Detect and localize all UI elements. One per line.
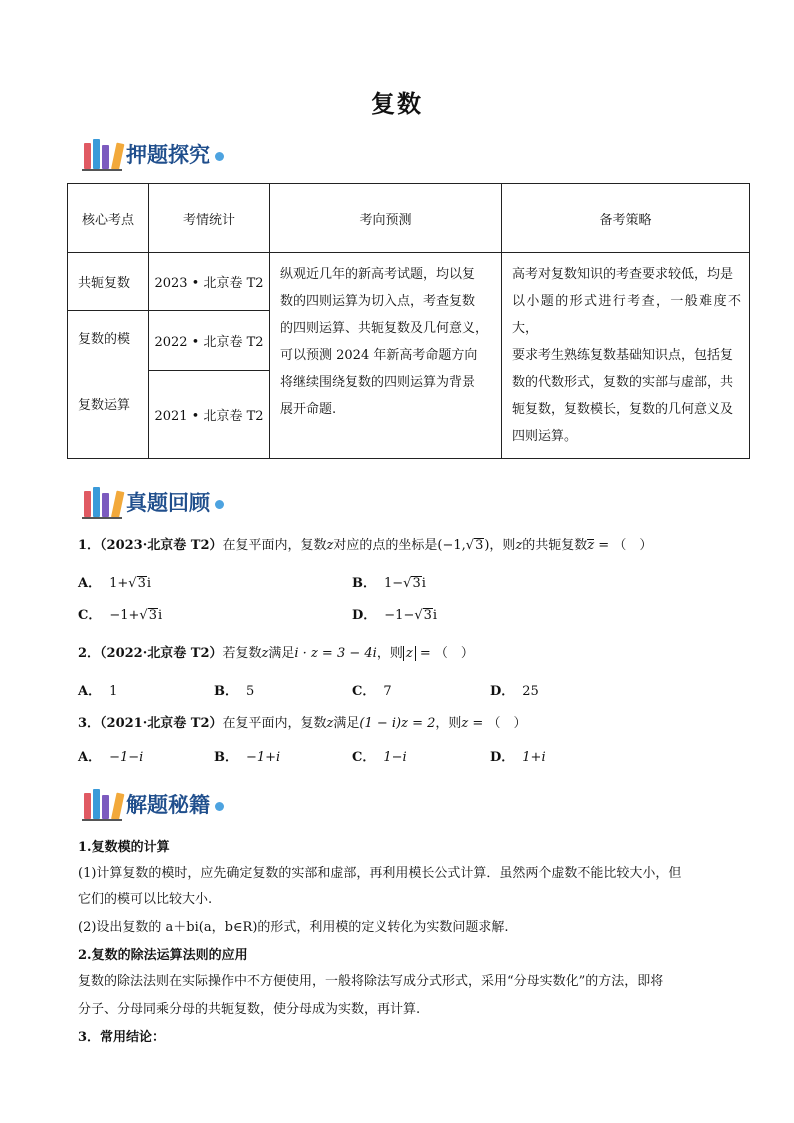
text-line: 高考对复数知识的考查要求较低，均是 <box>512 267 734 282</box>
question-text: ，则 <box>489 538 516 553</box>
tip-heading: 2.复数的除法运算法则的应用 <box>78 948 248 963</box>
question-text: ，则 <box>435 716 462 731</box>
strategy-cell <box>502 253 750 459</box>
question-1: 1．（2023·北京卷 T2）在复平面内，复数z对应的点的坐标是(−1,√3)，则z的共轭复数z = （ ） <box>78 538 653 553</box>
question-text: = （ ） <box>415 646 474 661</box>
table-header-row <box>68 184 750 253</box>
question-source: （2021·北京卷 T2） <box>100 716 223 731</box>
text-line: 以小题的形式进行考查，一般难度不大， <box>512 294 741 336</box>
table-header: 备考策略 <box>502 184 750 253</box>
tip-heading: 1.复数模的计算 <box>78 840 170 855</box>
coord: (−1, <box>437 538 466 553</box>
sqrt-value: 3 <box>423 608 432 623</box>
question-3 <box>78 712 526 731</box>
tip-paragraph: (1)计算复数的模时，应先确定复数的实部和虚部，再利用模长公式计算．虽然两个虚数不能比较大小，但 <box>78 866 682 881</box>
books-icon <box>82 137 124 171</box>
option-d[interactable]: D． −1−√3i <box>352 608 438 623</box>
option-a[interactable]: A． 1+√3i <box>78 576 152 591</box>
page-title: 复数 <box>371 90 423 118</box>
option-label: C． <box>352 684 376 699</box>
books-icon <box>82 485 124 519</box>
question-text: 满足 <box>268 646 295 661</box>
text-line: 轭复数，复数模长，复数的几何意义及 <box>512 402 734 417</box>
option-d[interactable] <box>490 680 539 699</box>
exam-year: 2023 • 北京卷 T2 <box>149 253 270 311</box>
option-c[interactable] <box>352 680 392 699</box>
option-label: B． <box>214 750 238 765</box>
forecast-cell <box>270 253 502 459</box>
option-label: D． <box>490 750 515 765</box>
question-text: 的共轭复数 <box>522 538 588 553</box>
modulus-z: z <box>403 646 416 661</box>
exam-analysis-table <box>67 183 750 459</box>
option-text: 25 <box>522 684 539 699</box>
option-text: i <box>158 608 163 623</box>
equation: i · z = 3 − 4i <box>294 646 377 661</box>
option-text: −1−i <box>109 750 144 765</box>
table-row <box>68 253 750 311</box>
option-label: C． <box>78 608 102 623</box>
tip-heading: 3．常用结论： <box>78 1030 166 1045</box>
option-d[interactable] <box>490 746 546 765</box>
tip-paragraph: 分子、分母同乘分母的共轭复数，使分母成为实数，再计算. <box>78 1002 421 1017</box>
option-text: −1+i <box>246 750 281 765</box>
option-label: D． <box>490 684 515 699</box>
option-text: 1−i <box>383 750 407 765</box>
option-text: i <box>146 576 152 591</box>
variable-z: z <box>515 538 523 553</box>
section-title: 解题秘籍 <box>126 793 210 817</box>
option-b[interactable] <box>214 746 280 765</box>
tip-paragraph: 复数的除法法则在实际操作中不方便使用，一般将除法写成分式形式，采用“分母实数化”的方法，即将 <box>78 974 664 989</box>
question-number: 3． <box>78 716 101 731</box>
conjugate-z: z <box>587 538 595 553</box>
question-text: ，则 <box>376 646 403 661</box>
question-text: 在复平面内，复数 <box>222 538 327 553</box>
option-b[interactable]: B． 1−√3i <box>352 576 426 591</box>
question-text: = （ ） <box>594 538 653 553</box>
sqrt-value: 3 <box>475 538 484 553</box>
tip-paragraph: (2)设出复数的 a＋bi(a，b∈R)的形式，利用模的定义转化为实数问题求解. <box>78 920 509 935</box>
option-text: 1 <box>109 684 118 699</box>
option-label: B． <box>214 684 238 699</box>
question-text: 满足 <box>333 716 360 731</box>
option-c[interactable]: C． −1+√3i <box>78 608 163 623</box>
dot-icon <box>215 152 224 161</box>
option-text: 1− <box>384 576 404 591</box>
text-line: 可以预测 2024 年新高考命题方向 <box>280 348 478 363</box>
option-a[interactable] <box>78 680 117 699</box>
section-header-forecast <box>82 134 224 174</box>
question-number: 1． <box>78 538 101 553</box>
option-label: C． <box>352 750 376 765</box>
exam-year: 2021 • 北京卷 T2 <box>149 371 270 459</box>
question-number: 2． <box>78 646 101 661</box>
option-text: 7 <box>383 684 392 699</box>
core-point: 复数运算 <box>78 398 131 413</box>
section-title: 真题回顾 <box>126 491 210 515</box>
core-point: 共轭复数 <box>68 253 149 311</box>
text-line: 将继续围绕复数的四则运算为背景 <box>280 375 476 390</box>
variable-z: z <box>261 646 269 661</box>
table-header: 核心考点 <box>68 184 149 253</box>
text-line: 展开命题. <box>280 402 337 417</box>
question-source: （2023·北京卷 T2） <box>100 538 223 553</box>
sqrt-value: 3 <box>412 576 421 591</box>
option-label: A． <box>78 576 102 591</box>
option-b[interactable] <box>214 680 254 699</box>
option-label: A． <box>78 684 102 699</box>
option-label: B． <box>352 576 376 591</box>
option-text: −1+ <box>109 608 140 623</box>
option-c[interactable] <box>352 746 407 765</box>
question-text: 对应的点的坐标是 <box>333 538 438 553</box>
question-text: 在复平面内，复数 <box>222 716 327 731</box>
equation: (1 − i)z = 2 <box>359 716 436 731</box>
text-line: 四则运算。 <box>512 429 578 444</box>
text-line: 数的代数形式，复数的实部与虚部，共 <box>512 375 734 390</box>
option-label: A． <box>78 750 102 765</box>
option-text: i <box>421 576 426 591</box>
coord: ) <box>484 538 490 553</box>
table-header: 考向预测 <box>270 184 502 253</box>
core-point: 复数的模 <box>78 332 131 347</box>
variable-z: z <box>326 538 334 553</box>
section-header-review <box>82 482 224 522</box>
sqrt-value: 3 <box>137 576 146 591</box>
sqrt-value: 3 <box>148 608 157 623</box>
option-text: 1+i <box>522 750 546 765</box>
text-line: 数的四则运算为切入点，考查复数 <box>280 294 476 309</box>
text-line: 要求考生熟练复数基础知识点，包括复 <box>512 348 734 363</box>
question-2 <box>78 642 474 661</box>
section-header-tips <box>82 784 224 824</box>
question-text: 若复数 <box>222 646 262 661</box>
text-line: 的四则运算、共轭复数及几何意义， <box>280 321 489 336</box>
table-header: 考情统计 <box>149 184 270 253</box>
section-title: 押题探究 <box>126 143 210 167</box>
books-icon <box>82 787 124 821</box>
option-text: −1− <box>384 608 415 623</box>
option-a[interactable] <box>78 746 143 765</box>
dot-icon <box>215 500 224 509</box>
variable-z: z <box>461 716 469 731</box>
option-text: 5 <box>246 684 255 699</box>
exam-year: 2022 • 北京卷 T2 <box>149 311 270 371</box>
text-line: 纵观近几年的新高考试题，均以复 <box>280 267 476 282</box>
dot-icon <box>215 802 224 811</box>
question-source: （2022·北京卷 T2） <box>100 646 223 661</box>
option-text: i <box>432 608 438 623</box>
option-text: 1+ <box>109 576 129 591</box>
variable-z: z <box>326 716 334 731</box>
tip-paragraph: 它们的模可以比较大小. <box>78 892 213 907</box>
option-label: D． <box>352 608 377 623</box>
core-point-group <box>68 311 149 459</box>
question-text: = （ ） <box>468 716 527 731</box>
